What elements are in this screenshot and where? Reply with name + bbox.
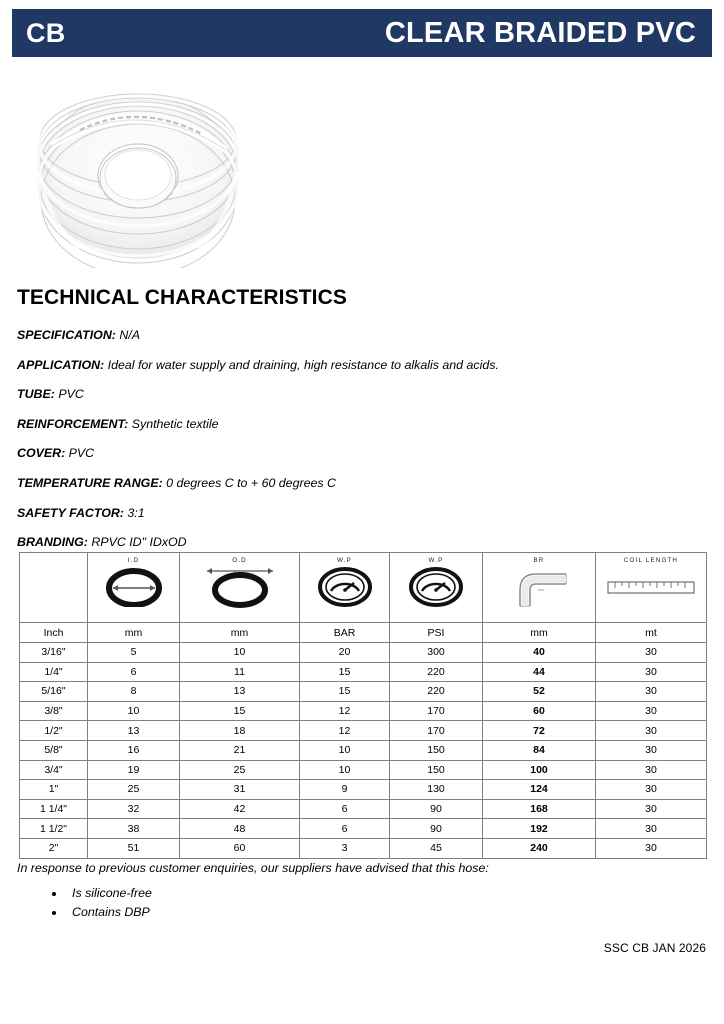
cell-id-mm: 16 xyxy=(88,740,180,760)
cell-od-mm: 42 xyxy=(180,799,300,819)
table-row xyxy=(20,799,707,819)
icon-caption-br: BR xyxy=(533,557,545,564)
cell-coil-mt: 30 xyxy=(596,721,707,741)
specifications-list xyxy=(17,329,707,566)
product-photo xyxy=(22,72,254,268)
spec-row-cover xyxy=(17,447,707,459)
table-unit-bar: BAR xyxy=(300,623,390,643)
page-title: CLEAR BRAIDED PVC xyxy=(384,16,696,49)
cell-od-mm: 11 xyxy=(180,662,300,682)
cell-psi: 90 xyxy=(390,799,483,819)
cell-od-mm: 25 xyxy=(180,760,300,780)
spec-row-reinforcement xyxy=(17,418,707,430)
table-icon-header-row xyxy=(20,553,707,623)
cell-inch: 1 1/4" xyxy=(20,799,88,819)
cell-id-mm: 25 xyxy=(88,780,180,800)
cell-psi: 45 xyxy=(390,838,483,858)
cell-coil-mt: 30 xyxy=(596,838,707,858)
cell-bar: 15 xyxy=(300,682,390,702)
icon-caption-coil-length: COIL LENGTH xyxy=(623,557,679,564)
cell-br-mm: 168 xyxy=(483,799,596,819)
table-cell-icon-blank xyxy=(20,553,88,623)
cell-inch: 2" xyxy=(20,838,88,858)
cell-od-mm: 15 xyxy=(180,701,300,721)
cell-bar: 10 xyxy=(300,740,390,760)
spec-value: 0 degrees C to + 60 degrees C xyxy=(166,475,336,490)
cell-bar: 6 xyxy=(300,819,390,839)
cell-id-mm: 5 xyxy=(88,643,180,663)
cell-coil-mt: 30 xyxy=(596,760,707,780)
cell-br-mm: 44 xyxy=(483,662,596,682)
cell-id-mm: 19 xyxy=(88,760,180,780)
table-cell-icon-psi xyxy=(390,553,483,623)
cell-br-mm: 240 xyxy=(483,838,596,858)
cell-bar: 12 xyxy=(300,721,390,741)
cell-br-mm: 100 xyxy=(483,760,596,780)
spec-value: Ideal for water supply and draining, high resistance to alkalis and acids. xyxy=(107,357,499,372)
spec-row-branding xyxy=(17,536,707,548)
cell-od-mm: 10 xyxy=(180,643,300,663)
icon-caption-wp-psi: W.P xyxy=(428,557,444,564)
cell-psi: 150 xyxy=(390,740,483,760)
icon-caption-wp-bar: W.P xyxy=(337,557,352,564)
table-unit-br-mm: mm xyxy=(483,623,596,643)
cell-id-mm: 6 xyxy=(88,662,180,682)
cell-od-mm: 13 xyxy=(180,682,300,702)
cell-psi: 170 xyxy=(390,701,483,721)
cell-inch: 5/16" xyxy=(20,682,88,702)
cell-coil-mt: 30 xyxy=(596,799,707,819)
table-row xyxy=(20,740,707,760)
ruler-icon xyxy=(605,574,697,600)
spec-value: PVC xyxy=(58,387,84,402)
table-row xyxy=(20,682,707,702)
cell-bar: 15 xyxy=(300,662,390,682)
table-cell-icon-id xyxy=(88,553,180,623)
outer-diameter-icon xyxy=(193,566,287,608)
spec-label: TEMPERATURE RANGE: xyxy=(17,475,163,490)
cell-od-mm: 18 xyxy=(180,721,300,741)
cell-coil-mt: 30 xyxy=(596,780,707,800)
table-unit-psi: PSI xyxy=(390,623,483,643)
table-unit-id-mm: mm xyxy=(88,623,180,643)
cell-psi: 130 xyxy=(390,780,483,800)
cell-coil-mt: 30 xyxy=(596,740,707,760)
document-reference-code: SSC CB JAN 2026 xyxy=(603,941,706,955)
cell-inch: 3/8" xyxy=(20,701,88,721)
cell-br-mm: 72 xyxy=(483,721,596,741)
table-cell-icon-od xyxy=(180,553,300,623)
cell-coil-mt: 30 xyxy=(596,682,707,702)
cell-od-mm: 31 xyxy=(180,780,300,800)
bend-radius-icon xyxy=(504,566,574,608)
cell-coil-mt: 30 xyxy=(596,643,707,663)
cell-id-mm: 8 xyxy=(88,682,180,702)
icon-caption-id: I.D xyxy=(127,557,140,564)
cell-bar: 20 xyxy=(300,643,390,663)
spec-label: TUBE: xyxy=(17,387,55,402)
table-row xyxy=(20,643,707,663)
table-row xyxy=(20,760,707,780)
hose-coil-photo xyxy=(22,72,254,268)
spec-label: APPLICATION: xyxy=(17,357,105,372)
pressure-gauge-icon xyxy=(315,566,375,608)
cell-inch: 1/4" xyxy=(20,662,88,682)
cell-bar: 6 xyxy=(300,799,390,819)
cell-od-mm: 48 xyxy=(180,819,300,839)
section-heading: TECHNICAL CHARACTERISTICS xyxy=(17,286,347,309)
table-cell-icon-coil-length xyxy=(596,553,707,623)
cell-od-mm: 21 xyxy=(180,740,300,760)
product-code: CB xyxy=(26,17,66,48)
footer-note: In response to previous customer enquiries, our suppliers have advised that this hose: xyxy=(17,861,489,875)
cell-coil-mt: 30 xyxy=(596,701,707,721)
pressure-gauge-icon xyxy=(406,566,466,608)
cell-bar: 10 xyxy=(300,760,390,780)
cell-psi: 150 xyxy=(390,760,483,780)
cell-inch: 1/2" xyxy=(20,721,88,741)
spec-label: BRANDING: xyxy=(17,535,88,550)
spec-row-specification xyxy=(17,329,707,341)
spec-value: PVC xyxy=(68,446,95,461)
spec-label: REINFORCEMENT: xyxy=(17,416,129,431)
table-row xyxy=(20,819,707,839)
inner-diameter-icon xyxy=(101,567,167,607)
cell-coil-mt: 30 xyxy=(596,819,707,839)
spec-row-safety-factor xyxy=(17,507,707,519)
cell-psi: 300 xyxy=(390,643,483,663)
spec-row-temperature-range xyxy=(17,477,707,489)
table-unit-inch: Inch xyxy=(20,623,88,643)
cell-id-mm: 38 xyxy=(88,819,180,839)
cell-id-mm: 13 xyxy=(88,721,180,741)
table-row xyxy=(20,662,707,682)
spec-value: 3:1 xyxy=(127,505,145,520)
cell-inch: 1 1/2" xyxy=(20,819,88,839)
spec-value: Synthetic textile xyxy=(131,416,219,431)
table-unit-coil-mt: mt xyxy=(596,623,707,643)
cell-br-mm: 124 xyxy=(483,780,596,800)
cell-psi: 90 xyxy=(390,819,483,839)
spec-label: SAFETY FACTOR: xyxy=(17,505,124,520)
spec-label: SPECIFICATION: xyxy=(17,328,116,342)
cell-psi: 170 xyxy=(390,721,483,741)
spec-row-tube xyxy=(17,388,707,400)
cell-id-mm: 10 xyxy=(88,701,180,721)
cell-br-mm: 40 xyxy=(483,643,596,663)
cell-psi: 220 xyxy=(390,682,483,702)
cell-bar: 9 xyxy=(300,780,390,800)
table-row xyxy=(20,721,707,741)
specifications-table xyxy=(19,552,707,859)
cell-bar: 12 xyxy=(300,701,390,721)
cell-od-mm: 60 xyxy=(180,838,300,858)
list-item: • Is silicone-free xyxy=(66,884,152,903)
table-cell-icon-bar xyxy=(300,553,390,623)
cell-id-mm: 32 xyxy=(88,799,180,819)
cell-bar: 3 xyxy=(300,838,390,858)
table-unit-od-mm: mm xyxy=(180,623,300,643)
cell-coil-mt: 30 xyxy=(596,662,707,682)
cell-psi: 220 xyxy=(390,662,483,682)
table-row xyxy=(20,838,707,858)
spec-row-application xyxy=(17,359,707,371)
cell-br-mm: 192 xyxy=(483,819,596,839)
footer-bullet-list xyxy=(40,884,152,922)
header-banner xyxy=(12,9,712,57)
table-row xyxy=(20,701,707,721)
icon-caption-od: O.D xyxy=(232,557,247,564)
list-item: • Contains DBP xyxy=(66,903,152,922)
table-row xyxy=(20,780,707,800)
cell-inch: 1" xyxy=(20,780,88,800)
table-units-row xyxy=(20,623,707,643)
cell-br-mm: 60 xyxy=(483,701,596,721)
cell-inch: 3/16" xyxy=(20,643,88,663)
spec-value: RPVC ID" IDxOD xyxy=(91,535,187,550)
cell-inch: 5/8" xyxy=(20,740,88,760)
spec-value: N/A xyxy=(119,328,141,342)
cell-br-mm: 84 xyxy=(483,740,596,760)
cell-inch: 3/4" xyxy=(20,760,88,780)
table-cell-icon-br xyxy=(483,553,596,623)
cell-id-mm: 51 xyxy=(88,838,180,858)
spec-label: COVER: xyxy=(17,446,66,461)
cell-br-mm: 52 xyxy=(483,682,596,702)
